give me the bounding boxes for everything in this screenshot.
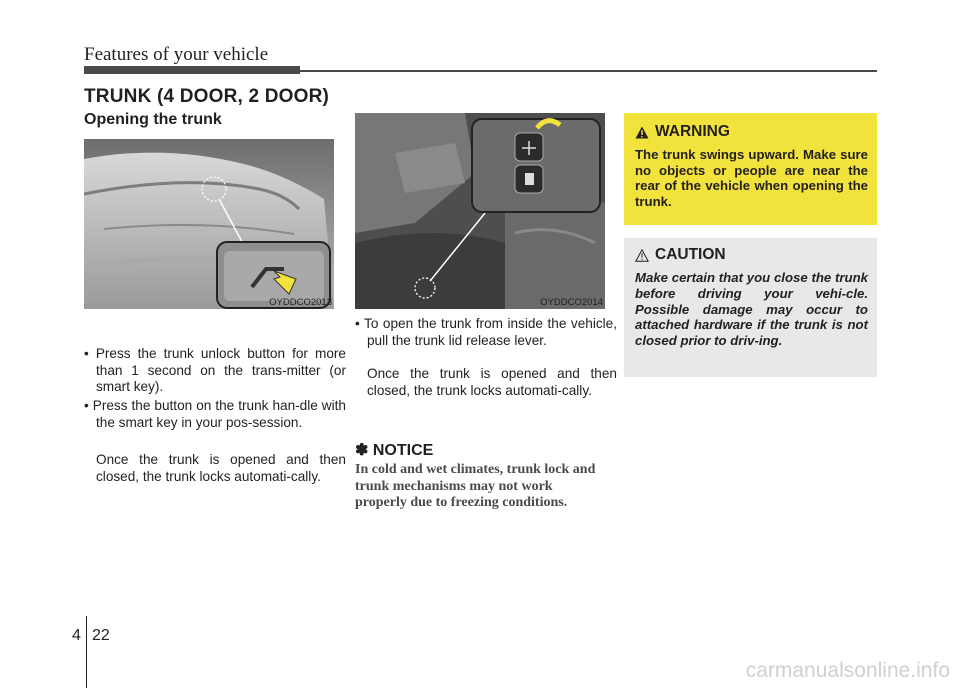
chapter-number: 4 — [72, 627, 81, 644]
instruction-bullet: • Press the button on the trunk han-dle with the smart key in your pos-session. — [84, 398, 346, 430]
instruction-bullet: • To open the trunk from inside the vehicle, pull the trunk lid release lever. — [355, 316, 617, 348]
instruction-bullet: • Press the trunk unlock button for more than 1 second on the trans-mitter (or smart key). — [84, 346, 346, 395]
warning-title: WARNING — [655, 123, 730, 140]
figure-code: OYDDCO2014 — [540, 297, 603, 308]
caution-heading — [635, 246, 868, 264]
watermark: carmanualsonline.info — [745, 659, 950, 682]
trunk-exterior-figure — [84, 139, 334, 309]
notice-body: In cold and wet climates, trunk lock and trunk mechanisms may not work properly due to freezing conditions. — [355, 462, 596, 510]
header-bar — [84, 66, 300, 74]
instruction-note: Once the trunk is opened and then closed, the trunk locks automati-cally. — [367, 366, 617, 398]
section-title: TRUNK (4 DOOR, 2 DOOR) — [84, 86, 330, 107]
notice-symbol-icon: ✽ — [355, 442, 369, 459]
interior-lever-illustration — [355, 113, 605, 309]
warning-box — [624, 113, 877, 225]
subsection-title: Opening the trunk — [84, 111, 222, 128]
footer-divider — [86, 616, 87, 688]
warning-body: The trunk swings upward. Make sure no objects or people are near the rear of the vehicle when opening the trunk. — [635, 147, 868, 209]
caution-body: Make certain that you close the trunk before driving your vehi-cle. Possible damage may occur to attached hardware if the trunk is not closed prior to driv-ing. — [635, 270, 868, 349]
car-rear-illustration — [84, 139, 334, 309]
trunk-interior-figure — [355, 113, 605, 309]
caution-title: CAUTION — [655, 246, 726, 263]
warning-heading — [635, 123, 868, 141]
running-header: Features of your vehicle — [84, 44, 269, 65]
warning-triangle-icon — [635, 126, 649, 139]
notice-title: NOTICE — [372, 442, 434, 459]
caution-box — [624, 238, 877, 377]
figure-code: OYDDCO2013 — [269, 297, 332, 308]
caution-triangle-icon — [635, 249, 649, 262]
page-number: 22 — [92, 627, 110, 644]
instruction-note: Once the trunk is opened and then closed, the trunk locks automati-cally. — [96, 452, 346, 484]
notice-heading — [355, 440, 433, 460]
